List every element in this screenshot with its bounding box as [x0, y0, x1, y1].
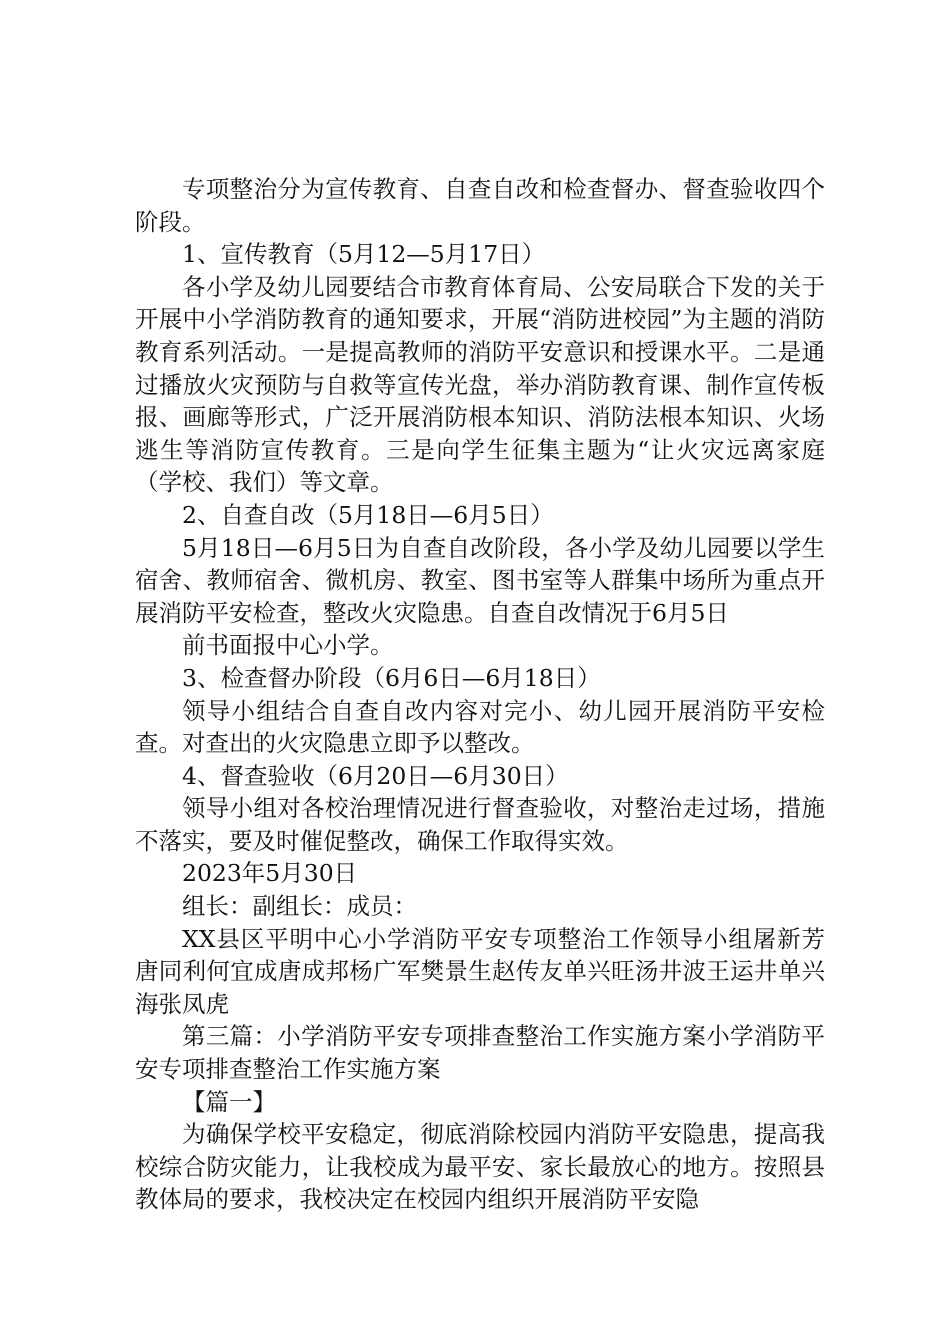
group-roles: 组长：副组长：成员：: [182, 892, 417, 921]
group-members: XX县区平明中心小学消防平安专项整治工作领导小组屠新芳唐同利何宜成唐成邦杨广军樊景生赵传友单兴旺汤井波王运井单兴海张凤虎: [135, 924, 825, 1018]
heading-stage-4: 4、督查验收（6月20日—6月30日）: [182, 761, 569, 790]
paragraph-final: 为确保学校平安稳定，彻底消除校园内消防平安隐患，提高我校综合防灾能力，让我校成为最平安、家长最放心的地方。按照县教体局的要求，我校决定在校园内组织开展消防平安隐: [135, 1120, 825, 1214]
heading-stage-2: 2、自查自改（5月18日—6月5日）: [182, 500, 554, 529]
heading-stage-1: 1、宣传教育（5月12—5月17日）: [182, 240, 546, 269]
paragraph-intro: 专项整治分为宣传教育、自查自改和检查督办、督查验收四个阶段。: [135, 175, 825, 236]
paragraph-stage-2-cont: 前书面报中心小学。: [182, 631, 394, 660]
paragraph-stage-2: 5月18日—6月5日为自查自改阶段，各小学及幼儿园要以学生宿舍、教师宿舍、微机房、教室、图书室等人群集中场所为重点开展消防平安检查，整改火灾隐患。自查自改情况于6月5日: [135, 533, 825, 627]
paragraph-stage-4: 领导小组对各校治理情况进行督查验收，对整治走过场，措施不落实，要及时催促整改，确保工作取得实效。: [135, 794, 825, 855]
section-title-3: 第三篇：小学消防平安专项排查整治工作实施方案小学消防平安专项排查整治工作实施方案: [135, 1022, 825, 1084]
heading-stage-3: 3、检查督办阶段（6月6日—6月18日）: [182, 663, 601, 692]
subsection-title: 【篇一】: [182, 1087, 276, 1116]
document-body: [135, 173, 825, 1216]
paragraph-stage-1: 各小学及幼儿园要结合市教育体育局、公安局联合下发的关于开展中小学消防教育的通知要求，开展“消防进校园”为主题的消防教育系列活动。一是提高教师的消防平安意识和授课水平。二是通过播放火灾预防与自救等宣传光盘，举办消防教育课、制作宣传板报、画廊等形式，广泛开展消防根本知识、消防法根本知识、火场逃生等消防宣传教育。三是向学生征集主题为“让火灾远离家庭（学校、我们）等文章。: [135, 272, 825, 497]
document-date: 2023年5月30日: [182, 859, 358, 888]
paragraph-stage-3: 领导小组结合自查自改内容对完小、幼儿园开展消防平安检查。对查出的火灾隐患立即予以整改。: [135, 696, 825, 758]
